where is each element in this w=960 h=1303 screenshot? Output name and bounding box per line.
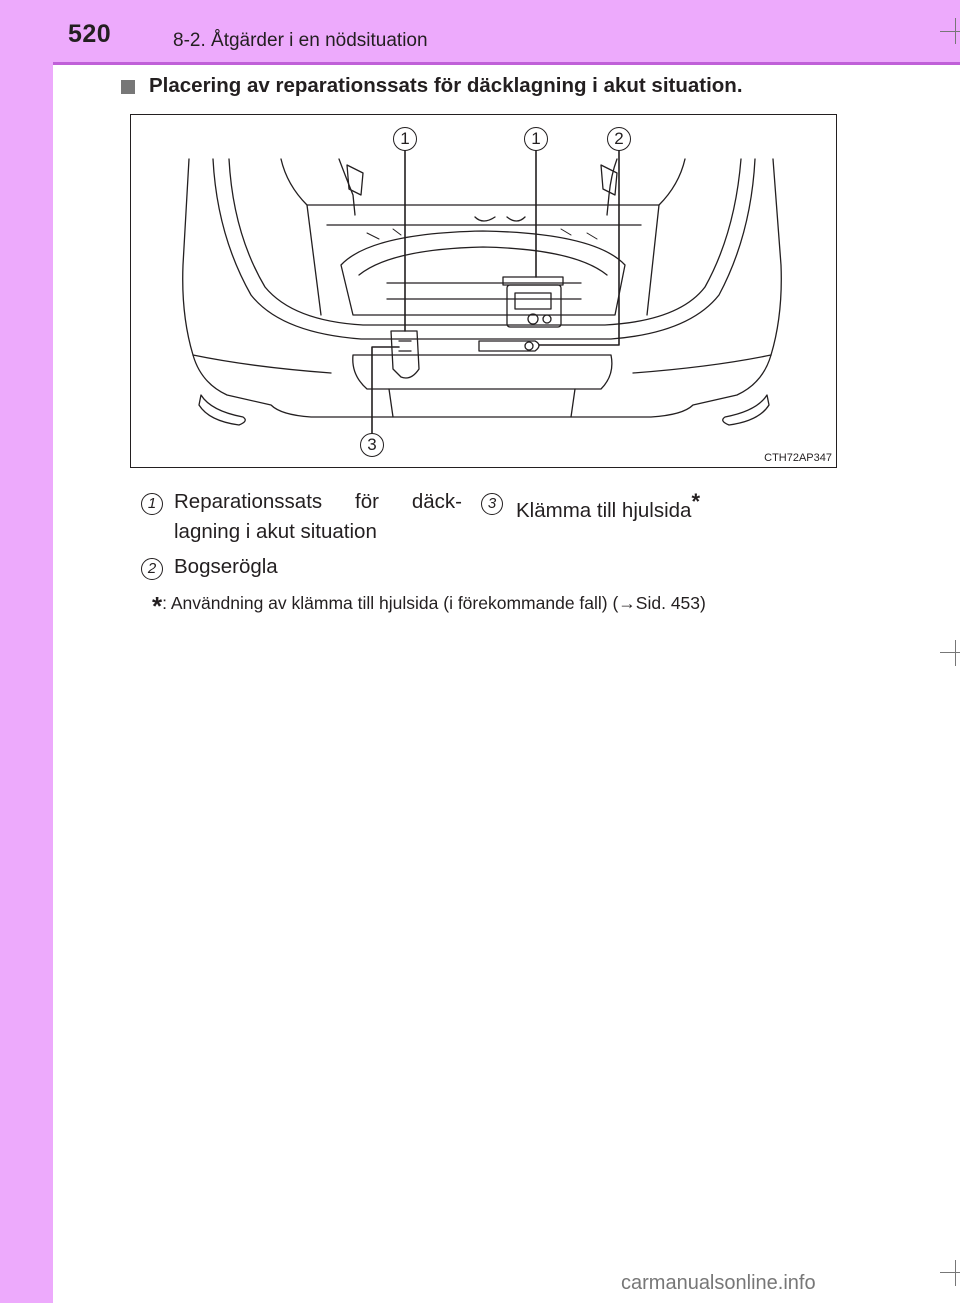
page-number: 520 — [68, 20, 112, 48]
crop-mark — [955, 1260, 956, 1286]
crop-mark — [955, 18, 956, 44]
footnote — [152, 591, 706, 622]
legend-text-3-label: Klämma till hjulsida — [516, 498, 692, 522]
legend-number-1: 1 — [141, 493, 163, 515]
car-rear-illustration — [131, 115, 837, 468]
callout-1-left: 1 — [393, 127, 417, 151]
header-rule — [53, 62, 960, 65]
crop-mark — [940, 31, 960, 32]
section-title: 8-2. Åtgärder i en nödsituation — [173, 30, 428, 51]
legend-number-2: 2 — [141, 558, 163, 580]
legend-asterisk: * — [691, 489, 701, 514]
heading-row — [121, 74, 743, 98]
footnote-reference-link[interactable]: Sid. 453) — [635, 593, 706, 613]
legend-text-3 — [516, 487, 700, 526]
arrow-icon: → — [618, 593, 636, 613]
figure — [130, 114, 837, 468]
legend-text-1-cont: lagning i akut situation — [174, 520, 377, 543]
crop-mark — [955, 640, 956, 666]
chapter-sidebar — [0, 0, 53, 1303]
callout-1-right: 1 — [524, 127, 548, 151]
callout-2: 2 — [607, 127, 631, 151]
legend-text-2: Bogserögla — [174, 555, 278, 578]
crop-mark — [940, 1272, 960, 1273]
footnote-marker: * — [152, 591, 163, 621]
watermark: carmanualsonline.info — [621, 1272, 816, 1294]
callout-3: 3 — [360, 433, 384, 457]
crop-mark — [940, 652, 960, 653]
legend-number-3: 3 — [481, 493, 503, 515]
legend-text-1: Reparationssats för däck- — [174, 490, 462, 513]
heading: Placering av reparationssats för däcklagning i akut situation. — [149, 74, 743, 97]
bullet-square — [121, 80, 135, 94]
footnote-text: : Användning av klämma till hjulsida (i förekommande fall) ( — [162, 593, 619, 613]
figure-code: CTH72AP347 — [764, 452, 832, 464]
